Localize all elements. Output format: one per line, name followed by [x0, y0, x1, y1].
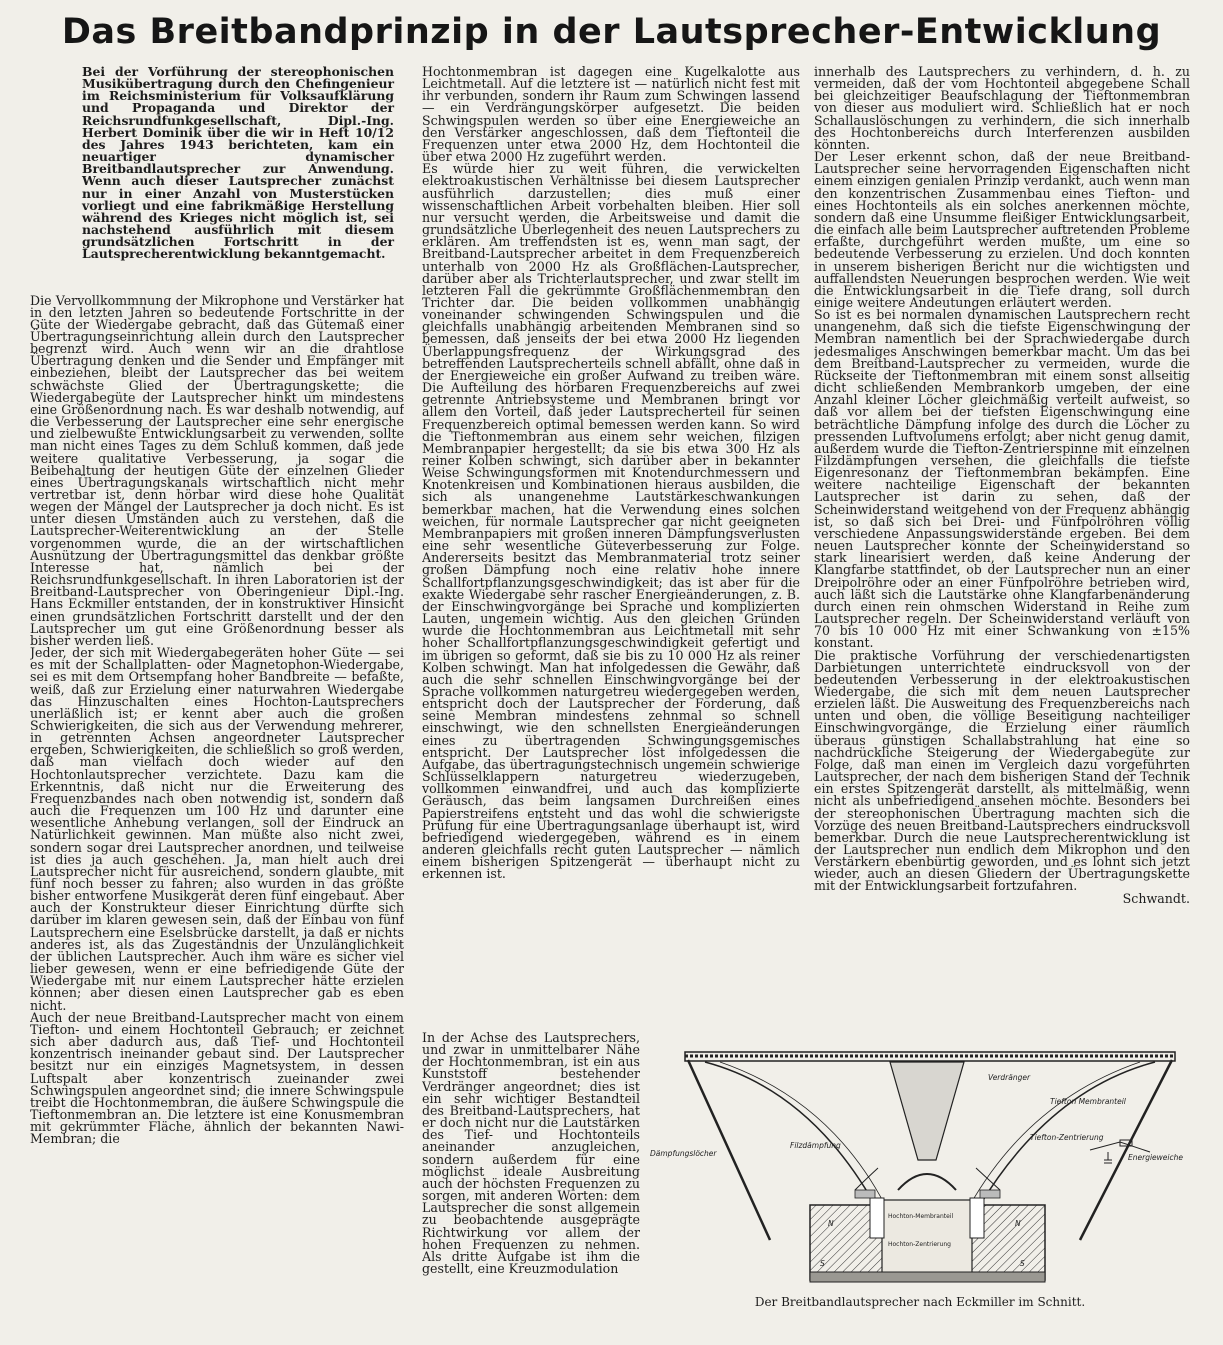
body-paragraph: Auch der neue Breitband-Lautsprecher macht von einem Tiefton- und einem Hochtonteil Gebrauch; er zeichnet sich aber dadurch aus, daß Tief- und Hochtonteil konzentrisch ineinander gebaut sind. Der Lautsprecher besitzt nur ein einziges Magnetsystem, in dessen Luftspalt aber konzentrisch zueinander zwei Schwingspulen angeordnet sind; die innere Schwingspule treibt die Hochtonmembran, die äußere Schwingspule die Tieftonmembran an. Die letztere ist eine Konusmembran mit gekrümmter Fläche, ähnlich der bekannten Nawi-Membran; die — [30, 1009, 404, 1147]
column-3 — [814, 66, 1190, 1038]
label-pole-n: N — [1015, 1219, 1021, 1228]
label-pole-s: S — [1020, 1259, 1025, 1268]
loudspeaker-diagram — [650, 1040, 1190, 1295]
body-paragraph: Der Leser erkennt schon, daß der neue Breitband-Lautsprecher seine hervorragenden Eigenschaften nicht einem einzigen genialen Prinzip verdankt, auch wenn man den konzentrischen Zusammenbau eines Tiefton- und eines Hochtonteils als ein solches anerkennen möchte, sondern daß eine Unsumme fleißiger Entwicklungsarbeit, die einfach alle beim Lautsprecher auftretenden Probleme erfaßte, durchgeführt werden mußte, um eine so bedeutende Verbesserung zu erzielen. Und doch konnten in unserem bisherigen Bericht nur die wichtigsten und auffallendsten Neuerungen besprochen werden. Wie weit die Entwicklungsarbeit in die Tiefe drang, soll durch einige weitere Andeutungen erläutert werden. — [814, 149, 1190, 310]
pole-piece — [882, 1200, 972, 1280]
felt-damping — [855, 1190, 875, 1198]
label-daempfungsloecher: Dämpfungslöcher — [650, 1149, 717, 1158]
intro-paragraph: Bei der Vorführung der stereophonischen Musikübertragung durch den Chefingenieur im Reichsministerium für Volksaufklärung und Propaganda und Direktor der Reichsrundfunkgesellschaft, Dipl.-Ing. Herbert Dominik über die wir in Heft 10/12 des Jahres 1943 berichteten, kam ein neuartiger dynamischer Breitbandlautsprecher zur Anwendung. Wenn auch dieser Lautsprecher zunächst nur in einer Anzahl von Musterstücken vorliegt und eine fabrikmäßige Herstellung während des Krieges nicht möglich ist, sei nachstehend ausführlich mit diesem grundsätzlichen Fortschritt in der Lautsprecherentwicklung bekanntgemacht. — [82, 66, 394, 262]
body-paragraph: So ist es bei normalen dynamischen Lautsprechern recht unangenehm, daß sich die tiefste Eigenschwingung der Membran namentlich bei der Sprachwiedergabe durch jedesmaliges Anschwingen bemerkbar macht. Um das bei dem Breitband-Lautsprecher zu vermeiden, wurde die Rückseite der Tieftonmembran mit einem sonst allseitig dicht schließenden Membrankorb umgeben, der eine Anzahl kleiner Löcher gleichmäßig verteilt aufweist, so daß vor allem bei der tiefsten Eigenschwingung eine beträchtliche Dämpfung infolge des durch die Löcher zu pressenden Luftvolumens erfolgt; aber nicht genug damit, außerdem wurde die Tiefton-Zentrierspinne mit einzelnen Filzdämpfungen versehen, die gleichfalls die tiefste Eigenresonanz der Tieftonmembran bekämpfen. Eine weitere nachteilige Eigenschaft der bekannten Lautsprecher ist darin zu sehen, daß der Scheinwiderstand weitgehend von der Frequenz abhängig ist, so daß sich bei Drei- und Fünfpolröhren völlig verschiedene Anpassungswiderstände ergeben. Bei dem neuen Lautsprecher konnte der Scheinwiderstand so stark linearisiert werden, daß keine Änderung der Klangfarbe stattfindet, ob der Lautsprecher nun an einer Dreipolröhre oder an einer Fünfpolröhre betrieben wird, auch läßt sich die Lautstärke ohne Klangfarbenänderung durch einen rein ohmschen Widerstand in Reihe zum Lautsprecher regeln. Der Scheinwiderstand verläuft von 70 bis 10 000 Hz mit einer Schwankung von ±15% konstant. — [814, 307, 1190, 651]
body-paragraph: Die Vervollkommnung der Mikrophone und Verstärker hat in den letzten Jahren so bedeutende Fortschritte in der Güte der Wiedergabe gebracht, daß das Gütemaß einer Übertragungseinrichtung allein durch den Lautsprecher begrenzt wird. Auch wenn wir an die drahtlose Übertragung denken und die Sender und Empfänger mit einbeziehen, bleibt der Lautsprecher das bei weitem schwächste Glied der Übertragungskette; die Wiedergabegüte der Lautsprecher hinkt um mindestens eine Größenordnung nach. Es war deshalb notwendig, auf die Verbesserung der Lautsprecher eine sehr energische und zielbewußte Entwicklungsarbeit zu verwenden, sollte man nicht eines Tages zu dem Schluß kommen, daß jede weitere qualitative Verbesserung, ja sogar die Beibehaltung der heutigen Güte der einzelnen Glieder eines Übertragungskanals wirtschaftlich nicht mehr vertretbar ist, denn hörbar wird diese hohe Qualität wegen der Mängel der Lautsprecher ja doch nicht. Es ist unter diesen Umständen auch zu verstehen, daß die Lautsprecher-Weiterentwicklung an der Stelle vorgenommen wurde, die an der wirtschaftlichen Ausnützung der Übertragungsmittel das denkbar größte Interesse hat, nämlich bei der Reichsrundfunkgesellschaft. In ihren Laboratorien ist der Breitband-Lautsprecher von Oberingenieur Dipl.-Ing. Hans Eckmiller entstanden, der in konstruktiver Hinsicht einen grundsätzlichen Fortschritt darstellt und der den Lautsprecher um gut eine Größenordnung besser als bisher werden ließ. — [30, 292, 404, 648]
label-verdraenger: Verdränger — [988, 1073, 1031, 1082]
author-signature: Schwandt. — [1122, 890, 1190, 906]
label-filzdaempfung: Filzdämpfung — [790, 1141, 841, 1150]
loudspeaker-cross-section-figure — [650, 1040, 1190, 1310]
displacer — [890, 1062, 964, 1160]
column-2 — [422, 66, 800, 996]
figure-caption: Der Breitbandlautsprecher nach Eckmiller im Schnitt. — [754, 1295, 1086, 1309]
body-paragraph: Die praktische Vorführung der verschiedenartigsten Darbietungen unterrichtete eindrucksvoll von der bedeutenden Verbesserung in der elektroakustischen Wiedergabe, die sich mit dem neuen Lautsprecher erzielen läßt. Die Ausweitung des Frequenzbereichs nach unten und oben, die völlige Beseitigung nachteiliger Einschwingvorgänge, die Erzielung einer räumlich überaus günstigen Schallabstrahlung hat eine so nachdrückliche Steigerung der Wiedergabegüte zur Folge, daß man einen im Vergleich dazu vorgeführten Lautsprecher, der nach dem bisherigen Stand der Technik ein erstes Spitzengerät darstellt, als mittelmäßig, wenn nicht als unbefriedigend ansehen möchte. Besonders bei der stereophonischen Übertragung machten sich die Vorzüge des neuen Breitband-Lautsprechers eindrucksvoll bemerkbar. Durch die neue Lautsprecherentwicklung ist der Lautsprecher nun endlich dem Mikrophon und den Verstärkern ebenbürtig geworden, und es lohnt sich jetzt wieder, auch an diesen Gliedern der Übertragungskette mit der Entwicklungsarbeit fortzufahren. — [814, 647, 1190, 894]
cone-left — [705, 1062, 875, 1205]
body-paragraph: Jeder, der sich mit Wiedergabegeräten hoher Güte — sei es mit der Schallplatten- oder Magnetophon-Wiedergabe, sei es mit dem Ortsempfang hoher Bandbreite — befaßte, weiß, daß zur Erzielung einer naturwahren Wiedergabe das Hinzuschalten eines Hochton-Lautsprechers unerläßlich ist; er kennt aber auch die großen Schwierigkeiten, die sich aus der Verwendung mehrerer, in getrennten Achsen angeordneter Lautsprecher ergeben, Schwierigkeiten, die schließlich so groß werden, daß man vielfach doch wieder auf den Hochtonlautsprecher verzichtete. Dazu kam die Erkenntnis, daß nicht nur die Erweiterung des Frequenzbandes nach oben notwendig ist, sondern daß auch die Frequenzen um 100 Hz und darunter eine wesentliche Anhebung verlangen, soll der Eindruck an Natürlichkeit gewinnen. Man müßte also nicht zwei, sondern sogar drei Lautsprecher anordnen, und teilweise ist dies ja auch geschehen. Ja, man hielt auch drei Lautsprecher nicht für ausreichend, sondern glaubte, mit fünf noch besser zu fahren; also wurden in das größte bisher entworfene Musikgerät deren fünf eingebaut. Aber auch der Konstrukteur dieser Einrichtung dürfte sich darüber im klaren gewesen sein, daß der Einbau von fünf Lautsprechern eine Eselsbrücke darstellt, ja daß er nichts anderes ist, als das Zugeständnis der Unzulänglichkeit der üblichen Lautsprecher. Auch ihm wäre es sicher viel lieber gewesen, wenn er eine befriedigende Güte der Wiedergabe mit nur einem Lautsprecher hätte erzielen können; aber diesen einen Lautsprecher gab es eben nicht. — [30, 645, 404, 1013]
article-title: Das Breitbandprinzip in der Lautsprecher-Entwicklung — [61, 12, 1162, 52]
dome-membrane — [898, 1174, 956, 1190]
label-hochton-zentrierung: Hochton-Zentrierung — [888, 1241, 951, 1248]
body-paragraph: innerhalb des Lautsprechers zu verhindern, d. h. zu vermeiden, daß der vom Hochtonteil abgegebene Schall bei gleichzeitiger Beaufschlagung der Tieftonmembran von dieser aus moduliert wird. Schließlich hat er noch Schallauslöschungen zu verhindern, die sich innerhalb des Hochtonbereichs durch Interferenzen ausbilden könnten. — [814, 66, 1190, 152]
body-paragraph: Es würde hier zu weit führen, die verwickelten elektroakustischen Verhältnisse bei diesem Lautsprecher ausführlich darzustellen; dies muß einer wissenschaftlichen Arbeit vorbehalten bleiben. Hier soll nur versucht werden, die Arbeitsweise und damit die grundsätzliche Überlegenheit des neuen Lautsprechers zu erklären. Am treffendsten ist es, wenn man sagt, der Breitband-Lautsprecher arbeitet in dem Frequenzbereich unterhalb von 2000 Hz als Großflächen-Lautsprecher, darüber aber als Trichterlautsprecher, und zwar stellt im letzteren Fall die gekrümmte Großflächenmembran den Trichter dar. Die beiden vollkommen unabhängig voneinander schwingenden Schwingspulen und die gleichfalls unabhängig arbeitenden Membranen sind so bemessen, daß jenseits der bei etwa 2000 Hz liegenden Überlappungsfrequenz der Wirkungsgrad des betreffenden Lautsprecherteils schnell abfällt, ohne daß in der Energieweiche ein großer Aufwand zu treiben wäre. Die Aufteilung des hörbaren Frequenzbereichs auf zwei getrennte Antriebsysteme und Membranen bringt vor allem den Vorteil, daß jeder Lautsprecherteil für seinen Frequenzbereich optimal bemessen werden kann. So wird die Tieftonmembran aus einem sehr weichen, filzigen Membranpapier hergestellt; da sie bis etwa 300 Hz als reiner Kolben schwingt, sich darüber aber in bekannter Weise Schwingungsformen mit Knotendurchmessern und Knotenkreisen und Kombinationen hieraus ausbilden, die sich als unangenehme Lautstärkeschwankungen bemerkbar machen, hat die Verwendung eines solchen weichen, für normale Lautsprecher gar nicht geeigneten Membranpapiers mit großen inneren Dämpfungsverlusten eine sehr wesentliche Güteverbesserung zur Folge. Andererseits besitzt das Membranmaterial trotz seiner großen Dämpfung noch eine relativ hohe innere Schallfortpflanzungsgeschwindigkeit; das ist aber für die exakte Wiedergabe sehr rascher Energieänderungen, z. B. der Einschwingvorgänge bei Sprache und komplizierten Lauten, ungemein wichtig. Aus den gleichen Gründen wurde die Hochtonmembran aus Leichtmetall mit sehr hoher Schallfortpflanzungsgeschwindigkeit gefertigt und im übrigen so geformt, daß sie bis zu 10 000 Hz als reiner Kolben schwingt. Man hat infolgedessen die Gewähr, daß auch die sehr schnellen Einschwingvorgänge bei der Sprache vollkommen naturgetreu wiedergegeben werden, entspricht doch der Lautsprecher der Forderung, daß seine Membran mindestens zehnmal so schnell einschwingt, wie den schnellsten Energieänderungen eines zu übertragenden Schwingungsgemisches entspricht. Der Lautsprecher löst infolgedessen die Aufgabe, das übertragungstechnisch ungemein schwierige Schlüsselklappern naturgetreu wiederzugeben, vollkommen einwandfrei, und auch das komplizierte Geräusch, das beim langsamen Durchreißen eines Papierstreifens entsteht und das wohl die schwierigste Prüfung für eine Übertragungsanlage überhaupt ist, wird befriedigend wiedergegeben, während es in einem anderen gleichfalls recht guten Lautsprecher — nämlich einem bisherigen Spitzengerät — überhaupt nicht zu erkennen ist. — [422, 161, 800, 882]
label-energieweiche: Energieweiche — [1128, 1153, 1183, 1162]
label-pole-n: N — [828, 1219, 834, 1228]
body-paragraph: Hochtonmembran ist dagegen eine Kugelkalotte aus Leichtmetall. Auf die letztere ist — natürlich nicht fest mit ihr verbunden, sondern ihr Raum zum Schwingen lassend — ein Verdrängungskörper aufgesetzt. Die beiden Schwingspulen werden so über eine Energieweiche an den Verstärker angeschlossen, daß dem Tieftonteil die Frequenzen unter etwa 2000 Hz, dem Hochtonteil die über etwa 2000 Hz zugeführt werden. — [422, 66, 800, 165]
label-hochton-membranteil: Hochton-Membranteil — [888, 1213, 954, 1220]
label-tiefton-membranteil: Tiefton Membranteil — [1050, 1097, 1126, 1106]
column-1 — [30, 66, 404, 1331]
column-2-lower — [422, 1032, 640, 1332]
label-pole-s: S — [820, 1259, 825, 1268]
body-paragraph: In der Achse des Lautsprechers, und zwar in unmittelbarer Nähe der Hochtonmembran, ist ein aus Kunststoff bestehender Verdränger angeordnet; dies ist ein sehr wichtiger Bestandteil des Breitband-Lautsprechers, hat er doch nicht nur die Lautstärken des Tief- und Hochtonteils aneinander anzugleichen, sondern außerdem für eine möglichst ideale Ausbreitung auch der höchsten Frequenzen zu sorgen, mit anderen Worten: dem Lautsprecher die sonst allgemein zu beobachtende ausgeprägte Richtwirkung vor allem der hohen Frequenzen zu nehmen. Als dritte Aufgabe ist ihm die gestellt, eine Kreuzmodulation — [422, 1032, 640, 1276]
label-tiefton-zentrierung: Tiefton-Zentrierung — [1030, 1133, 1104, 1142]
